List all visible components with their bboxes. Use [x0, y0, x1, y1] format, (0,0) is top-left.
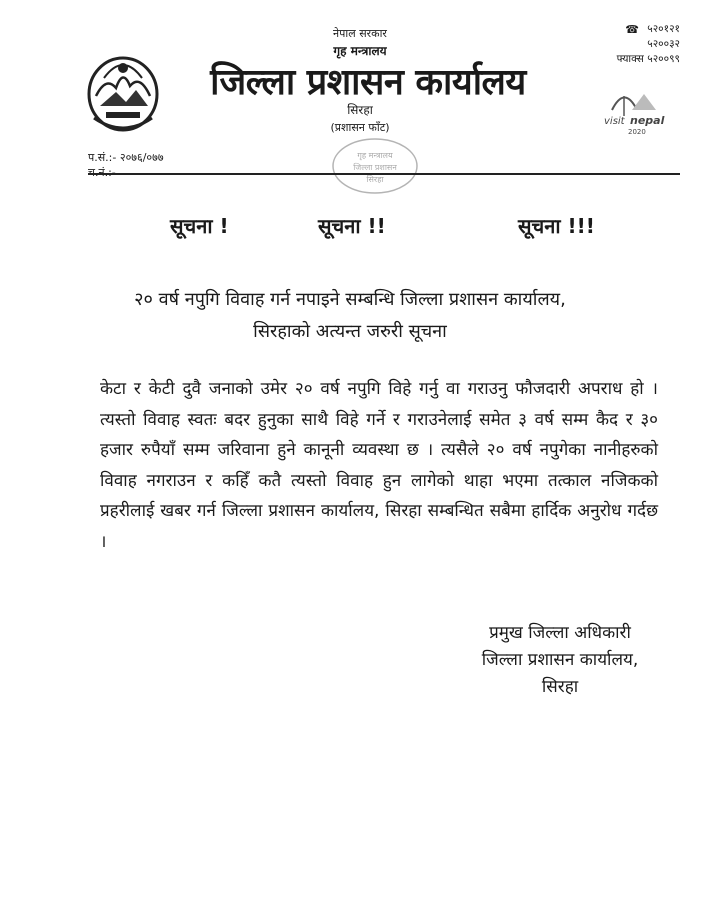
signatory-office: जिल्ला प्रशासन कार्यालय, — [481, 650, 639, 670]
notice-body: केटा र केटी दुवै जनाको उमेर २० वर्ष नपुगि विहे गर्नु वा गराउनु फौजदारी अपराध हो । त्यस्तो विवाह स्वतः बदर हुनुका साथै विहे गर्ने र गराउनेलाई समेत ३ वर्ष सम्म कैद र ३० हजार रुपैयाँ सम्म जरिवाना हुने कानूनी व्यवस्था छ । त्यसैले २० वर्ष नपुगेका नानीहरुको विवाह नगराउन र कहिँ कतै त्यस्तो विवाह हुन लागेको थाहा भएमा तत्काल नजिकको प्रहरीलाई खबर गर्न जिल्ला प्रशासन कार्यालय, सिरहा सम्बन्धित सबैमा हार्दिक अनुरोध गर्दछ । — [100, 379, 658, 552]
reference-number: प.सं.:- २०७६/०७७ — [88, 151, 164, 164]
svg-text:गृह मन्त्रालय: गृह मन्त्रालय — [357, 151, 393, 160]
svg-text:visit: visit — [604, 116, 625, 127]
fax-label: फ्याक्स — [616, 53, 644, 65]
header-divider — [88, 173, 680, 175]
notice-heading-3: सूचना !!! — [518, 214, 595, 238]
svg-text:2020: 2020 — [628, 128, 646, 136]
ministry-label: गृह मन्त्रालय — [333, 44, 387, 58]
notice-subject: २० वर्ष नपुगि विवाह गर्न नपाइने सम्बन्धि जिल्ला प्रशासन कार्यालय, सिरहाको अत्यन्त जरुरी सूचना — [134, 289, 566, 342]
contact-block — [588, 22, 680, 67]
nepal-emblem-icon — [86, 48, 160, 136]
district-label: सिरहा — [347, 103, 373, 117]
signatory-title: प्रमुख जिल्ला अधिकारी — [489, 623, 631, 643]
signatory-district: सिरहा — [541, 677, 579, 697]
reference-block — [88, 150, 164, 180]
phone-number-1: ५२०१२१ — [647, 23, 680, 35]
fax-number: ५२००९९ — [647, 53, 680, 65]
notice-heading-2: सूचना !! — [318, 214, 386, 238]
dispatch-number: च.नं.:- — [88, 166, 116, 179]
visit-nepal-logo — [602, 80, 672, 136]
section-label: (प्रशासन फाँट) — [330, 121, 390, 134]
svg-text:nepal: nepal — [630, 114, 665, 127]
svg-text:सिरहा: सिरहा — [366, 175, 384, 184]
government-label: नेपाल सरकार — [333, 27, 387, 40]
notice-heading-1: सूचना ! — [170, 214, 229, 238]
phone-number-2: ५२००३२ — [647, 38, 680, 50]
svg-text:जिल्ला प्रशासन: जिल्ला प्रशासन — [353, 163, 397, 172]
office-stamp — [330, 136, 420, 196]
office-title: जिल्ला प्रशासन कार्यालय — [210, 62, 526, 103]
telephone-icon: ☎ — [625, 23, 639, 36]
signature-block — [440, 620, 680, 701]
